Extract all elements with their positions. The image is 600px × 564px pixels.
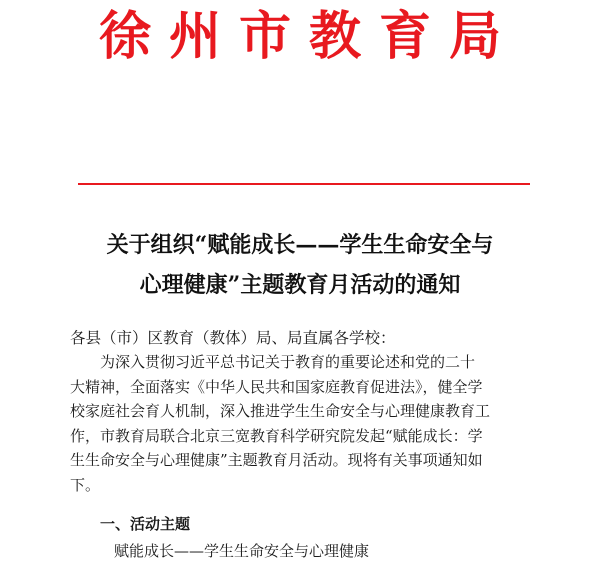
letterhead-org-name: 徐州市教育局: [98, 6, 519, 67]
body-line: 生生命安全与心理健康”主题教育月活动。现将有关事项通知如: [70, 451, 483, 469]
document-title: [0, 225, 600, 305]
document-title-line-2: 心理健康”主题教育月活动的通知: [139, 272, 461, 298]
section-heading-activity-theme: 一、活动主题: [100, 515, 191, 533]
body-line: 大精神，全面落实《中华人民共和国家庭教育促进法》，健全学: [70, 377, 483, 396]
body-line: 校家庭社会育人机制，深入推进学生生命安全与心理健康教育工: [70, 402, 491, 420]
body-line: 为深入贯彻习近平总书记关于教育的重要论述和党的二十: [100, 353, 476, 371]
letterhead-red-rule: [78, 183, 530, 185]
section-text-activity-theme: 赋能成长——学生生命安全与心理健康: [114, 542, 370, 560]
salutation: 各县（市）区教育（教体）局、局直属各学校：: [70, 329, 396, 347]
document-title-line-1: 关于组织“赋能成长——学生生命安全与: [106, 232, 494, 258]
body-paragraph: [70, 350, 532, 497]
body-line: 下。: [70, 475, 101, 494]
body-line: 作，市教育局联合北京三宽教育科学研究院发起“赋能成长：学: [70, 426, 483, 445]
